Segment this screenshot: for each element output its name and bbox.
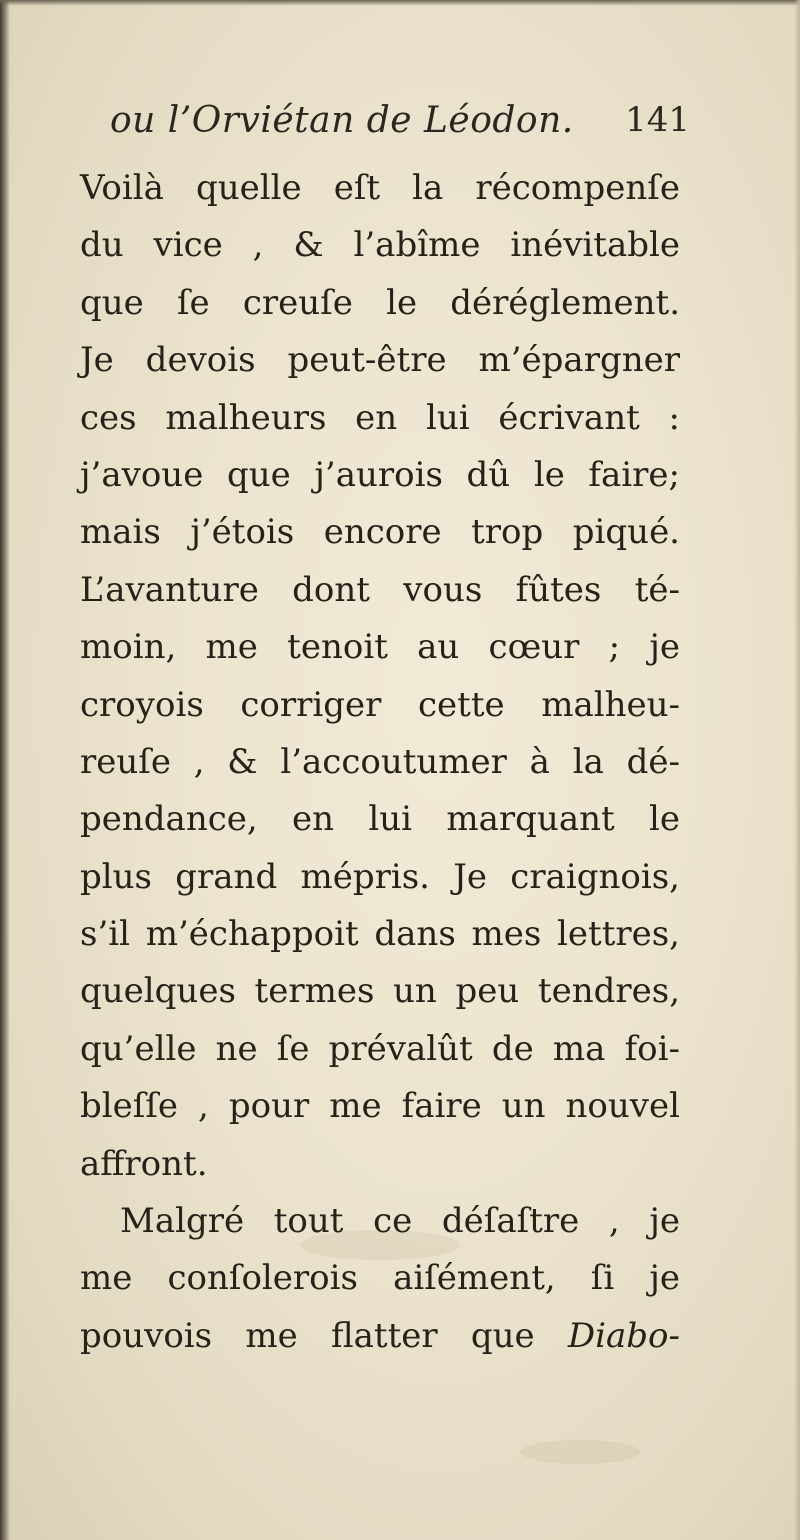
page-right-edge bbox=[794, 0, 800, 1540]
text-line bbox=[80, 1308, 680, 1365]
text-line: croyois corriger cette malheu- bbox=[80, 684, 680, 725]
text-line: plus grand mépris. Je craignois, bbox=[80, 856, 680, 897]
text-line: reuſe , & l’accoutumer à la dé- bbox=[80, 741, 680, 782]
text-line: me conſolerois aiſément, ſi je bbox=[80, 1258, 680, 1299]
text-line: pendance, en lui marquant le bbox=[80, 799, 680, 840]
text-line: qu’elle ne ſe prévalût de ma foi- bbox=[80, 1028, 680, 1069]
running-title: ou l’Orviétan de Léodon. bbox=[110, 100, 574, 141]
page-left-shadow bbox=[0, 0, 10, 1540]
text-line: moin, me tenoit au cœur ; je bbox=[80, 627, 680, 668]
text-line: Voilà quelle eſt la récompenſe bbox=[80, 168, 680, 208]
text-line: quelques termes un peu tendres, bbox=[80, 971, 680, 1012]
paper-stain bbox=[520, 1440, 640, 1464]
text-line: s’il m’échappoit dans mes lettres, bbox=[80, 914, 680, 955]
paragraph-start-line: Malgré tout ce déſaſtre , je bbox=[120, 1201, 680, 1242]
paragraph-end-line: affront. bbox=[80, 1143, 208, 1184]
body-text bbox=[80, 160, 680, 1365]
running-head bbox=[110, 100, 690, 152]
page-top-shadow bbox=[0, 0, 800, 6]
text-line: j’avoue que j’aurois dû le faire; bbox=[80, 454, 680, 495]
text-line: que ſe creuſe le déréglement. bbox=[80, 282, 680, 323]
page-number: 141 bbox=[625, 100, 690, 140]
text-line: mais j’étois encore trop piqué. bbox=[80, 512, 680, 553]
text-line: du vice , & l’abîme inévitable bbox=[80, 225, 680, 266]
italic-word: Diabo- bbox=[567, 1315, 680, 1356]
text-line: L’avanture dont vous fûtes té- bbox=[80, 569, 680, 610]
text-line: Je devois peut-être m’épargner bbox=[80, 340, 680, 381]
text-line: bleſſe , pour me faire un nouvel bbox=[80, 1086, 680, 1127]
text-line: ces malheurs en lui écrivant : bbox=[80, 397, 680, 438]
text-line-roman: pouvois me flatter que bbox=[80, 1315, 535, 1356]
